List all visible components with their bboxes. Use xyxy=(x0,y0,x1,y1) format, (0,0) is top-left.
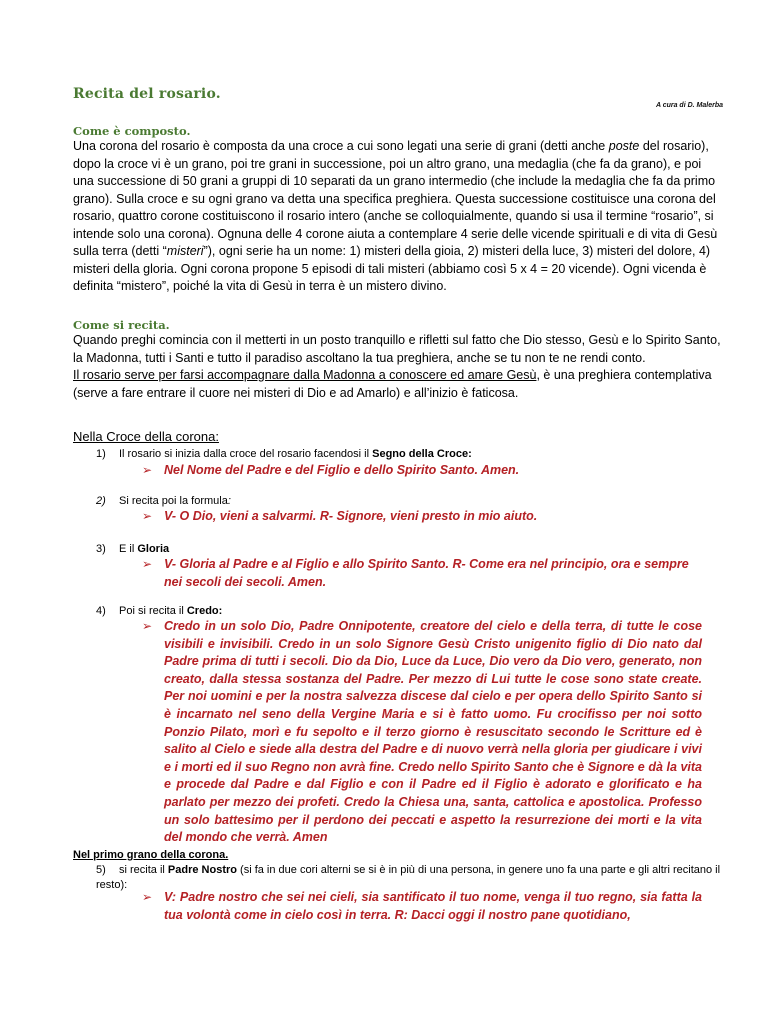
prayer-pater-noster: V: Padre nostro che sei nei cieli, sia santificato il tuo nome, venga il tuo regno, sia fatta la tua volontà come in cielo così in terra. R: Dacci oggi il nostro pane quotidiano, xyxy=(164,890,702,922)
arrow-bullet-icon: ➢ xyxy=(142,557,153,571)
prayer-gloria: V- Gloria al Padre e al Figlio e allo Spirito Santo. R- Come era nel principio, ora e sempre nei secoli dei secoli. Amen. xyxy=(164,557,689,589)
document-title: Recita del rosario. xyxy=(73,86,221,102)
arrow-bullet-icon: ➢ xyxy=(142,509,153,523)
step-2: 2) Si recita poi la formula: xyxy=(96,495,231,507)
step-3: 3) E il Gloria xyxy=(96,543,170,555)
subheading-first-bead: Nel primo grano della corona. xyxy=(73,849,229,861)
step-4: 4) Poi si recita il Credo: xyxy=(96,605,223,617)
step-5: 5) si recita il Padre Nostro (si fa in due cori alterni se si è in più di una persona, in genere uno fa una parte e gli altri recitano il resto): xyxy=(96,864,721,891)
step-1: 1) Il rosario si inizia dalla croce del rosario facendosi il Segno della Croce: xyxy=(96,448,472,460)
prayer-credo: Credo in un solo Dio, Padre Onnipotente, creatore del cielo e della terra, di tutte le cose visibili e invisibili. Credo in un solo Signore Gesù Cristo unigenito figlio di Dio nato dal Padre prima di tutti i secoli. Dio da Dio, Luce da Luce, Dio vero da Dio vero, generato, non creato, dalla stessa sostanza del Padre. Per mezzo di Lui tutte le cose sono state create. Per noi uomini e per la nostra salvezza discese dal cielo e per opera dello Spirito Santo si è incarnato nel seno della Vergine Maria e si è fatto uomo. Fu crocifisso per noi sotto Ponzio Pilato, morì e fu sepolto e il terzo giorno è resuscitato secondo le Scritture ed è salito al Cielo e siede alla destra del Padre e di nuovo verrà nella gloria per giudicare i vivi e i morti ed il suo Regno non avrà fine. Credo nello Spirito Santo che è Signore e dà la vita e procede dal Padre e dal Figlio e con il Padre ed il Figlio è adorato e glorificato e ha parlato per mezzo dei profeti. Credo la Chiesa una, santa, cattolica e apostolica. Professo un solo battesimo per il perdono dei peccati e aspetto la resurrezione dei morti e la vita del mondo che verrà. Amen xyxy=(164,619,702,845)
paragraph-recitation: Quando preghi comincia con il metterti in un posto tranquillo e rifletti sul fatto che Dio stesso, Gesù e lo Spirito Santo, la Madonna, tutti i Santi e tutto il paradiso ascoltano la tua preghiera, anche se tu non te ne rendi conto. Il rosario serve per farsi accompagnare dalla Madonna a conoscere ed amare Gesù, è una preghiera contemplativa (serve a fare entrare il cuore nei misteri di Dio e ad Amarlo) e all’inizio è faticosa. xyxy=(73,333,721,400)
arrow-bullet-icon: ➢ xyxy=(142,890,153,904)
section-heading-composition: Come è composto. xyxy=(73,124,191,138)
paragraph-composition: Una corona del rosario è composta da una croce a cui sono legati una serie di grani (detti anche poste del rosario), dopo la croce vi è un grano, poi tre grani in successione, poi un altro grano, una medaglia (che fa da grano), e poi una successione di 50 grani a gruppi di 10 separati da un grano intermedio (che include la medaglia che fa da primo grano). Sulla croce e su ogni grano va detta una specifica preghiera. Questa successione costituisce una corona del rosario, quattro corone costituiscono il rosario intero (anche se colloquialmente, quando si usa il termine “rosario”, si intende solo una corona). Ognuna delle 4 corone aiuta a contemplare 4 serie delle vicende spirituali e di vita di Gesù sulla terra (detti “misteri”), ogni serie ha un nome: 1) misteri della gioia, 2) misteri della luce, 3) misteri del dolore, 4) misteri della gloria. Ogni corona propone 5 episodi di tali misteri (abbiamo così 5 x 4 = 20 vicende). Ogni vicenda è definita “mistero”, poiché la vita di Gesù in terra è un mistero divino. xyxy=(73,139,718,293)
subheading-cross: Nella Croce della corona: xyxy=(73,429,219,444)
prayer-invocation: V- O Dio, vieni a salvarmi. R- Signore, vieni presto in mio aiuto. xyxy=(164,509,538,523)
author-credit: A cura di D. Malerba xyxy=(655,102,723,109)
arrow-bullet-icon: ➢ xyxy=(142,463,153,477)
section-heading-recitation: Come si recita. xyxy=(73,318,170,332)
prayer-sign-of-cross: Nel Nome del Padre e del Figlio e dello Spirito Santo. Amen. xyxy=(164,463,520,477)
arrow-bullet-icon: ➢ xyxy=(142,619,153,633)
